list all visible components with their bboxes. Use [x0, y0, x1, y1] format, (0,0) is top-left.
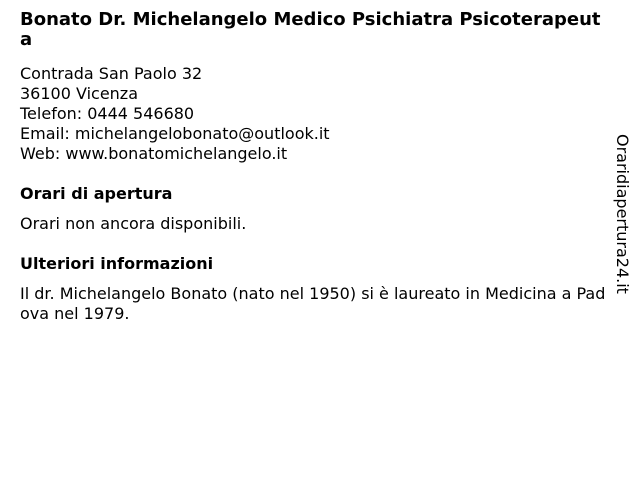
page-title: Bonato Dr. Michelangelo Medico Psichiatra Psicoterapeuta — [20, 9, 601, 50]
website-address: Web: www.bonatomichelangelo.it — [20, 144, 288, 163]
opening-hours-heading: Orari di apertura — [20, 184, 173, 203]
more-info-heading: Ulteriori informazioni — [20, 254, 214, 273]
email-address: Email: michelangelobonato@outlook.it — [20, 124, 330, 143]
phone-number: Telefon: 0444 546680 — [20, 104, 195, 123]
street-address: Contrada San Paolo 32 — [20, 64, 203, 83]
opening-hours-text: Orari non ancora disponibili. — [20, 214, 247, 233]
brand-watermark — [612, 134, 632, 310]
more-info-text: Il dr. Michelangelo Bonato (nato nel 1950) si è laureato in Medicina a Padova nel 1979. — [20, 284, 606, 323]
listing-content — [20, 10, 612, 324]
city-address: 36100 Vicenza — [20, 84, 139, 103]
brand-text: Oraridiapertura24.it — [613, 134, 632, 294]
address-block — [20, 64, 612, 164]
